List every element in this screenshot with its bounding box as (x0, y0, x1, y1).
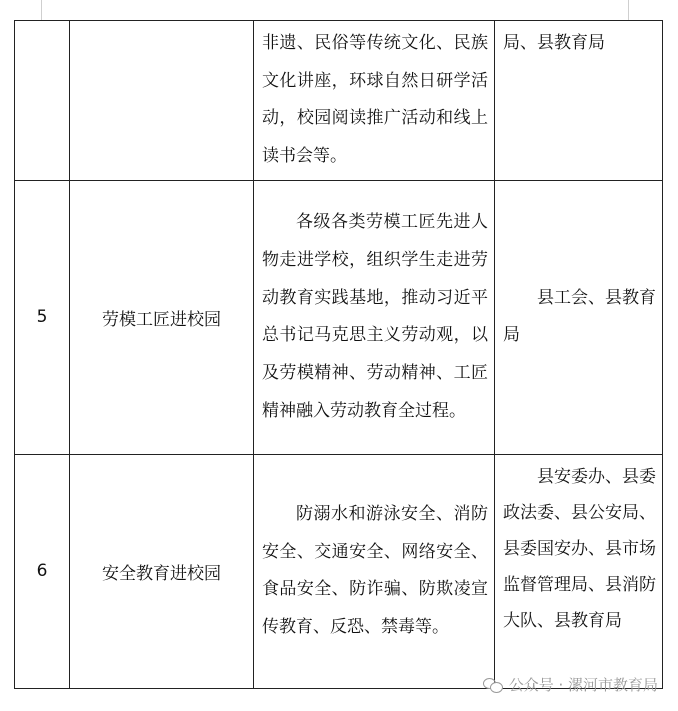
responsible-units-cell (495, 21, 663, 181)
responsible-units-text: 县工会、县教育局 (503, 287, 656, 346)
activity-content-text: 各级各类劳模工匠先进人物走进学校，组织学生走进劳动教育实践基地，推动习近平总书记马克思主义劳动观，以及劳模精神、劳动精神、工匠精神融入劳动教育全过程。 (262, 212, 488, 421)
page-edge-marks (0, 0, 678, 20)
responsible-units-text: 局、县教育局 (503, 33, 605, 53)
responsible-units-text: 县安委办、县委政法委、县公安局、县委国安办、县市场监督管理局、县消防大队、县教育局 (503, 466, 656, 631)
activity-table (14, 20, 663, 689)
activity-name-cell (70, 21, 254, 181)
wechat-icon (483, 678, 503, 692)
table-row (15, 454, 663, 688)
activity-content-cell (254, 21, 495, 181)
activity-name-cell: 劳模工匠进校园 (70, 180, 254, 454)
responsible-units-cell (495, 180, 663, 454)
activity-content-cell (254, 454, 495, 688)
row-number-cell: 6 (15, 454, 70, 688)
watermark (483, 674, 658, 695)
activity-content-cell (254, 180, 495, 454)
row-number-cell (15, 21, 70, 181)
table-row (15, 21, 663, 181)
responsible-units-cell (495, 454, 663, 688)
activity-content-text: 防溺水和游泳安全、消防安全、交通安全、网络安全、食品安全、防诈骗、防欺凌宣传教育、反恐、禁毒等。 (262, 503, 488, 638)
margin-mark (41, 0, 42, 20)
table-row (15, 180, 663, 454)
row-number-cell: 5 (15, 180, 70, 454)
margin-mark (628, 0, 629, 20)
watermark-text: 公众号 · 漯河市教育局 (508, 676, 658, 694)
activity-name-cell: 安全教育进校园 (70, 454, 254, 688)
activity-content-text: 非遗、民俗等传统文化、民族文化讲座，环球自然日研学活动，校园阅读推广活动和线上读书会等。 (262, 33, 488, 167)
